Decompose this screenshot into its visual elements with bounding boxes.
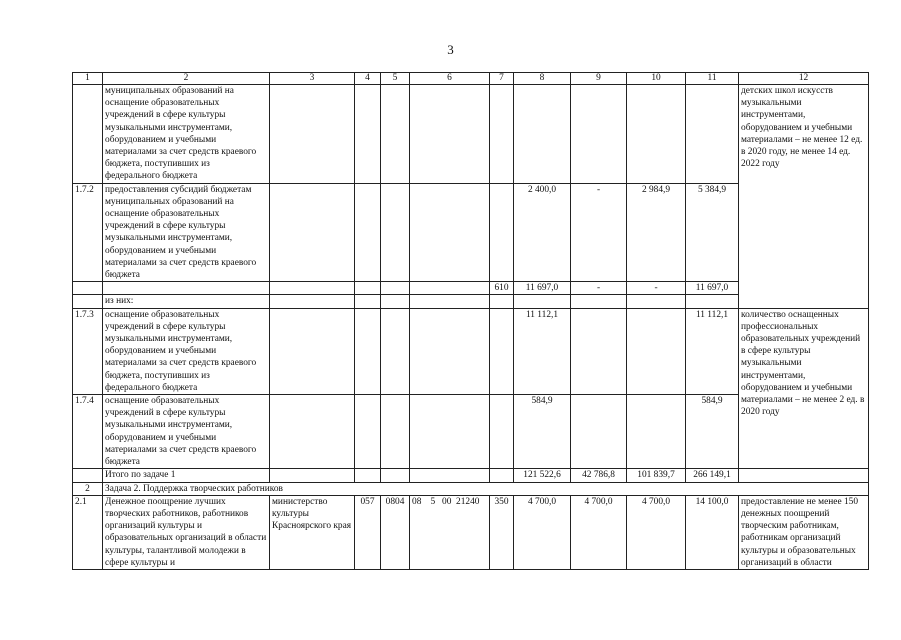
header-cell: 3 [270,73,355,85]
section-code: 0804 [381,495,410,569]
header-cell: 6 [410,73,490,85]
amount-2021: 4 700,0 [571,495,627,569]
page-number: 3 [447,42,454,57]
amount-2020: 584,9 [514,395,571,469]
header-cell: 9 [571,73,627,85]
amount-total: 266 149,1 [686,469,739,482]
table-row [73,495,869,569]
header-cell: 5 [381,73,410,85]
result-description: количество оснащенных профессиональных образовательных учреждений в сфере культуры музыкальными инструментами, оборудованием и учебными материалами – не менее 2 ед. в 2020 году [739,308,869,469]
amount-2020: 4 700,0 [514,495,571,569]
table-row [73,308,869,394]
amount-2021: - [571,282,627,295]
row-number: 1.7.4 [73,395,103,469]
header-cell: 1 [73,73,103,85]
item-description: оснащение образовательных учреждений в сфере культуры музыкальными инструментами, оборудованием и учебными материалами за счет средств краевого бюджета [103,395,270,469]
row-number: 2 [73,482,103,495]
header-cell: 4 [355,73,381,85]
header-cell: 2 [103,73,270,85]
row-number: 1.7.2 [73,183,103,282]
amount-2020: 11 697,0 [514,282,571,295]
table-row [73,85,869,184]
item-description: Денежное поощрение лучших творческих работников, работников организаций культуры и образовательных организаций в области культуры, талантливой молодежи в сфере культуры и [103,495,270,569]
amount-2022: - [627,282,686,295]
row-number [73,85,103,184]
header-cell: 12 [739,73,869,85]
amount-2020: 2 400,0 [514,183,571,282]
amount-total: 14 100,0 [686,495,739,569]
result-description: предоставление не менее 150 денежных поощрений творческим работникам, работникам организаций культуры и образовательных организаций в области [739,495,869,569]
item-description: оснащение образовательных учреждений в сфере культуры музыкальными инструментами, оборудованием и учебными материалами за счет средств краевого бюджета, поступивших из федерального бюджета [103,308,270,394]
amount-2022: 101 839,7 [627,469,686,482]
amount-2021: 42 786,8 [571,469,627,482]
amount-total: 584,9 [686,395,739,469]
row-number: 1.7.3 [73,308,103,394]
total-label: Итого по задаче 1 [103,469,270,482]
result-description: детских школ искусств музыкальными инструментами, оборудованием и учебными материалами – не менее 12 ед. в 2020 году, не менее 14 ед. 2022 году [739,85,869,309]
header-cell: 11 [686,73,739,85]
program-table [72,72,869,570]
header-cell: 8 [514,73,571,85]
amount-2021: - [571,183,627,282]
amount-total: 11 697,0 [686,282,739,295]
amount-2020: 11 112,1 [514,308,571,394]
section-row [73,482,869,495]
responsible-executor: министерство культуры Красноярского края [270,495,355,569]
amount-2020: 121 522,6 [514,469,571,482]
header-row [73,73,869,85]
amount-total: 11 112,1 [686,308,739,394]
row-number: 2.1 [73,495,103,569]
header-cell: 7 [490,73,514,85]
expense-type-code: 350 [490,495,514,569]
expense-type-code: 610 [490,282,514,295]
item-description: предоставления субсидий бюджетам муниципальных образований на оснащение образовательных учреждений в сфере культуры музыкальными инструментами, оборудованием и учебными материалами за счет средств краевого бюджета [103,183,270,282]
grbs-code: 057 [355,495,381,569]
item-description: муниципальных образований на оснащение образовательных учреждений в сфере культуры музыкальными инструментами, оборудованием и учебными материалами за счет средств краевого бюджета, поступивших из федерального бюджета [103,85,270,184]
target-article-code: 08 5 00 21240 [410,495,490,569]
amount-total: 5 384,9 [686,183,739,282]
amount-2022: 4 700,0 [627,495,686,569]
total-row [73,469,869,482]
amount-2022: 2 984,9 [627,183,686,282]
section-title: Задача 2. Поддержка творческих работников [103,482,869,495]
header-cell: 10 [627,73,686,85]
item-description: из них: [103,295,270,308]
